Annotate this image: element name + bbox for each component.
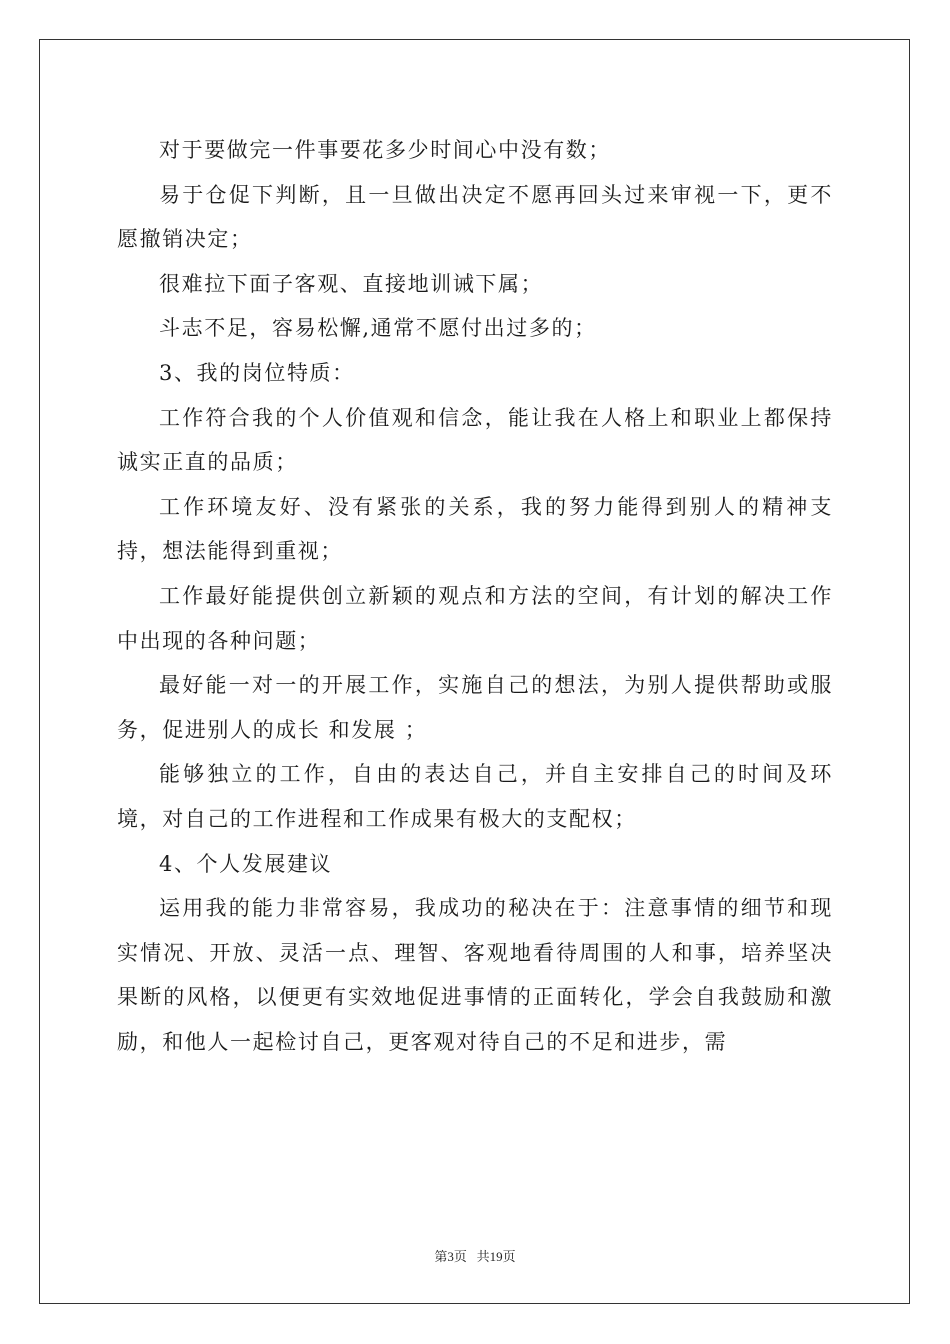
document-body [117,128,833,1064]
paragraph: 最好能一对一的开展工作，实施自己的想法，为别人提供帮助或服务，促进别人的成长 和发展 ； [117,673,833,742]
section-heading: 4、个人发展建议 [159,851,333,876]
paragraph: 工作最好能提供创立新颖的观点和方法的空间，有计划的解决工作中出现的各种问题； [117,583,833,653]
paragraph: 工作环境友好、没有紧张的关系，我的努力能得到别人的精神支持，想法能得到重视； [117,494,833,564]
section-heading: 3、我的岗位特质： [159,360,355,385]
paragraph: 对于要做完一件事要花多少时间心中没有数； [159,138,611,162]
paragraph: 能够独立的工作，自由的表达自己，并自主安排自己的时间及环境，对自己的工作进程和工作成果有极大的支配权； [117,762,833,831]
paragraph: 易于仓促下判断，且一旦做出决定不愿再回头过来审视一下，更不愿撤销决定； [117,182,833,252]
page-number-footer: 第3页 共19页 [434,1249,516,1264]
paragraph: 很难拉下面子客观、直接地训诫下属； [159,271,544,296]
paragraph: 运用我的能力非常容易，我成功的秘决在于：注意事情的细节和现实情况、开放、灵活一点、理智、客观地看待周围的人和事，培养坚决果断的风格，以便更有实效地促进事情的正面转化，学会自我鼓励和激励，和他人一起检讨自己，更客观对待自己的不足和进步，需 [117,896,833,1054]
paragraph: 斗志不足，容易松懈,通常不愿付出过多的； [159,316,597,341]
paragraph: 工作符合我的个人价值观和信念，能让我在人格上和职业上都保持诚实正直的品质； [117,405,833,475]
